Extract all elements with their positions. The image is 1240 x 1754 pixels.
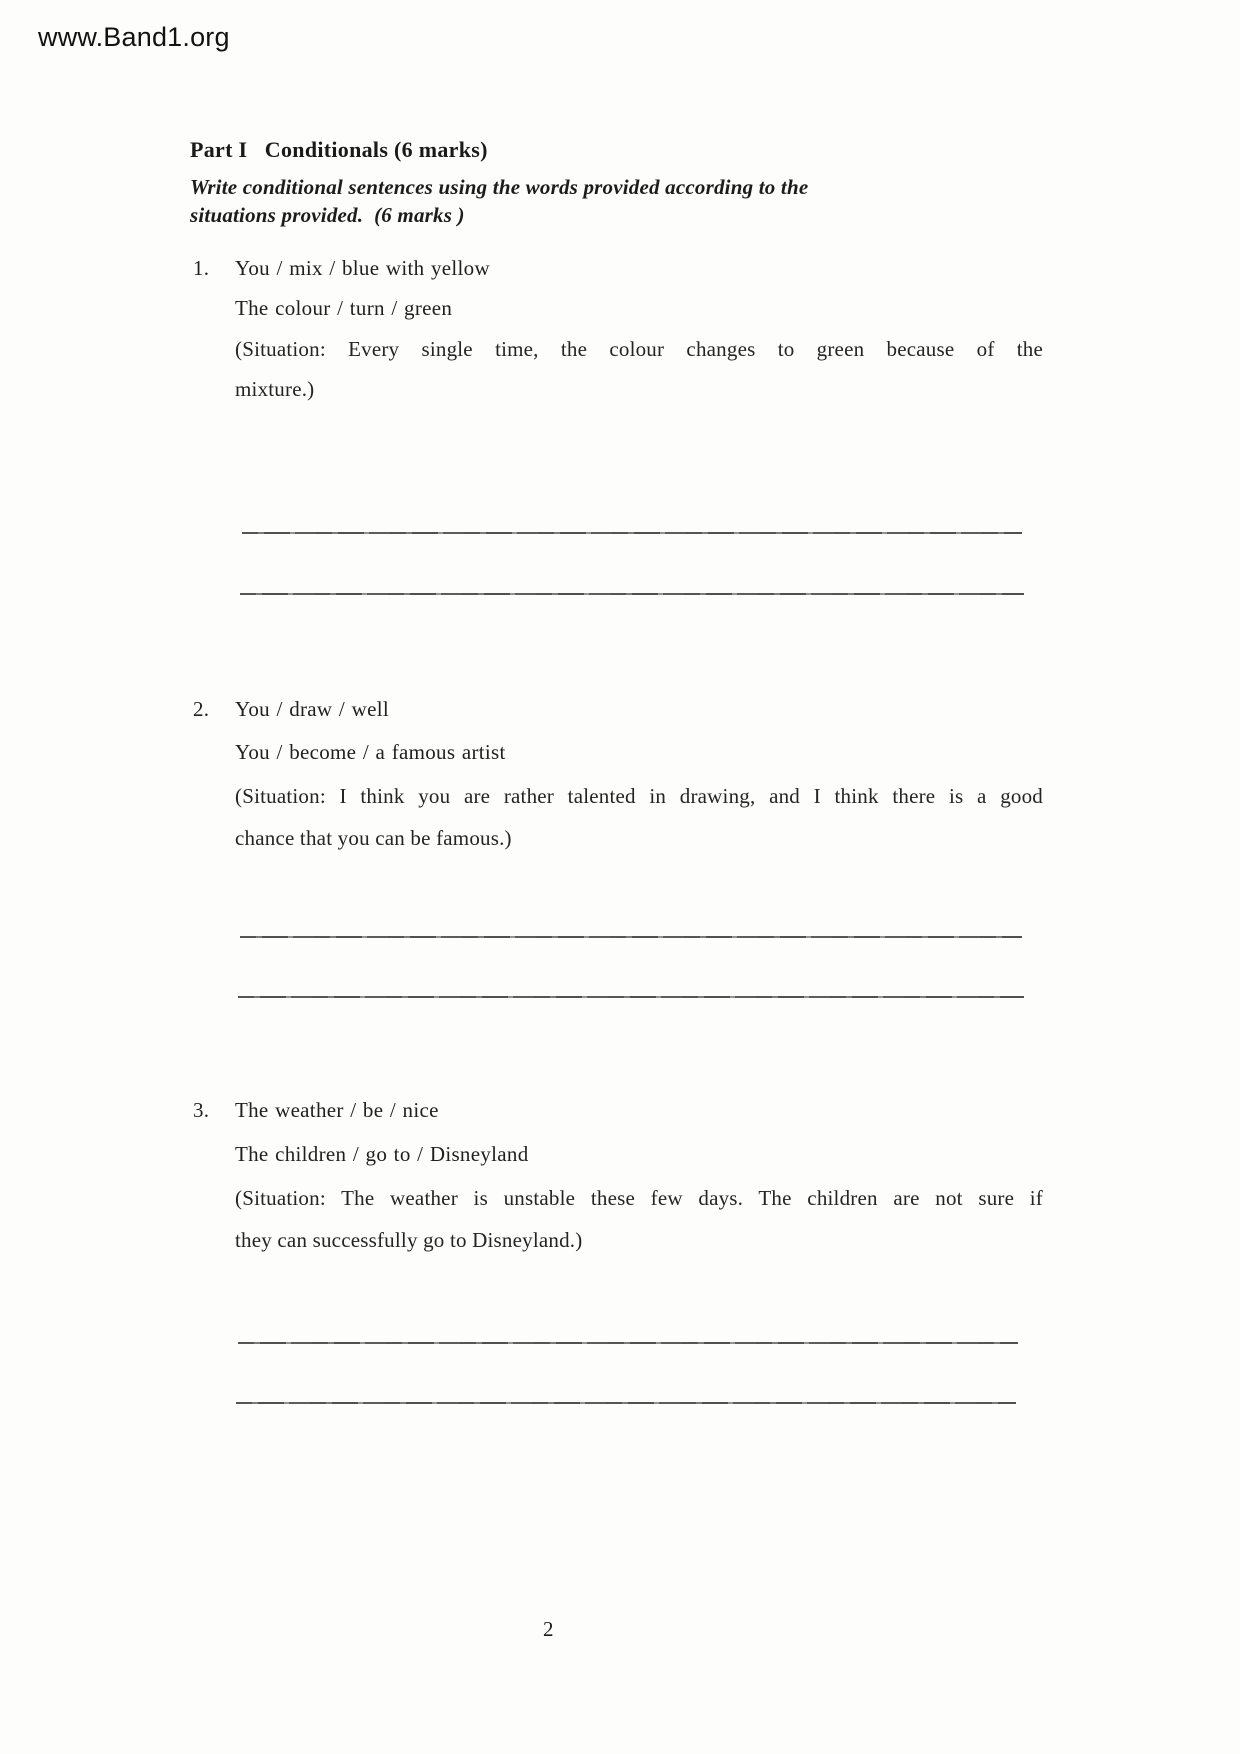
question-3-situation-line-2: they can successfully go to Disneyland.) [235, 1228, 583, 1252]
question-2-number: 2. [193, 697, 210, 721]
question-3-prompt-1: The weather / be / nice [235, 1098, 439, 1122]
question-2-answer-line-1 [240, 936, 1022, 938]
question-3-prompt-2: The children / go to / Disneyland [235, 1142, 529, 1166]
section-title: Part I Conditionals (6 marks) [190, 137, 488, 162]
instructions-line-2: situations provided. (6 marks ) [190, 203, 465, 227]
instructions-line-1: Write conditional sentences using the words provided according to the [190, 175, 809, 199]
question-2-prompt-2: You / become / a famous artist [235, 740, 506, 764]
question-2-answer-line-2 [238, 996, 1024, 998]
question-1-situation-line-2: mixture.) [235, 377, 315, 401]
question-3-number: 3. [193, 1098, 210, 1122]
question-3-situation-line-1: (Situation: The weather is unstable these few days. The children are not sure if [235, 1186, 1043, 1210]
question-1-situation-line-1: (Situation: Every single time, the colour changes to green because of the [235, 337, 1043, 361]
question-2-situation-line-1: (Situation: I think you are rather talented in drawing, and I think there is a good [235, 784, 1043, 808]
question-1-number: 1. [193, 256, 210, 280]
question-2-situation-line-2: chance that you can be famous.) [235, 826, 512, 850]
question-1-answer-line-2 [240, 593, 1024, 595]
watermark-text: www.Band1.org [38, 22, 230, 52]
page-number: 2 [543, 1617, 554, 1641]
question-1-answer-line-1 [242, 532, 1022, 534]
question-1-prompt-2: The colour / turn / green [235, 296, 453, 320]
question-2-prompt-1: You / draw / well [235, 697, 389, 721]
question-3-answer-line-1 [238, 1342, 1018, 1344]
question-1-prompt-1: You / mix / blue with yellow [235, 256, 490, 280]
question-3-answer-line-2 [236, 1402, 1016, 1404]
